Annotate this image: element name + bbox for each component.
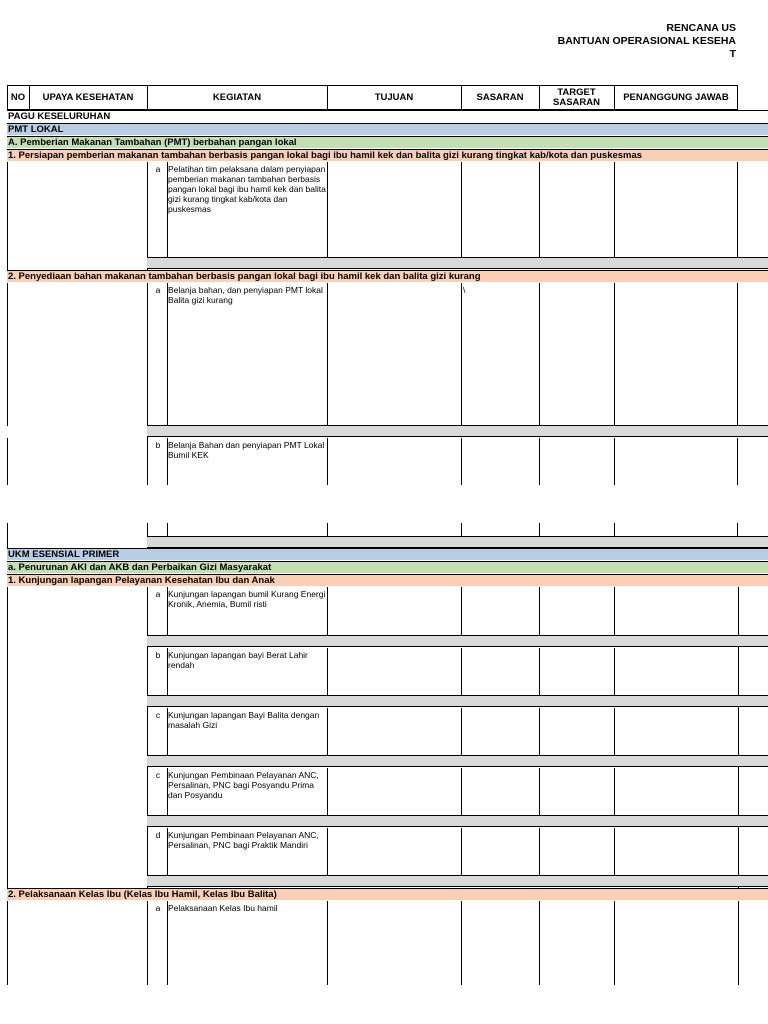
col-header-sasaran: SASARAN	[476, 91, 524, 103]
activity-text: Kunjungan Pembinaan Pelayanan ANC, Persalinan, PNC bagi Posyandu Prima dan Posyandu	[168, 770, 319, 800]
col-header-tujuan: TUJUAN	[374, 91, 414, 103]
section-ukm-1: 1. Kunjungan lapangan Pelayanan Kesehatan Ibu dan Anak	[7, 574, 768, 586]
col-header-upaya: UPAYA KESEHATAN	[42, 91, 134, 103]
col-header-target: TARGET SASARAN	[553, 86, 600, 108]
activity-letter: c	[155, 710, 161, 720]
activity-text: Pelaksanaan Kelas Ibu hamil	[168, 903, 278, 913]
table-row	[7, 523, 738, 537]
activity-letter: a	[155, 903, 161, 913]
activity-letter: a	[155, 589, 161, 599]
table-row	[7, 162, 738, 258]
activity-text: Belanja Bahan dan penyiapan PMT Lokal Bumil KEK	[168, 440, 325, 460]
col-header-no: NO	[10, 91, 26, 103]
section-ukm-2: 2. Pelaksanaan Kelas Ibu (Kelas Ibu Hamil, Kelas Ibu Balita)	[7, 888, 768, 900]
section-ukm-a: a. Penurunan AKI dan AKB dan Perbaikan Gizi Masyarakat	[7, 561, 768, 573]
activity-text: Pelatihan tim pelaksana dalam penyiapan pemberian makanan tambahan berbasis pangan lokal bagi ibu hamil kek dan balita gizi kurang tingkat kab/kota dan puskesmas	[168, 164, 326, 214]
section-pmt-a: A. Pemberian Makanan Tambahan (PMT) berbahan pangan lokal	[7, 136, 768, 148]
subtotal-row	[147, 257, 768, 269]
subtotal-row	[147, 815, 768, 827]
subtotal-row	[147, 635, 768, 647]
subtotal-row	[147, 875, 768, 887]
activity-letter: c	[155, 770, 161, 780]
activity-letter: a	[155, 164, 161, 174]
activity-letter: b	[155, 650, 161, 660]
activity-text: Kunjungan lapangan bumil Kurang Energi Kronik, Anemia, Bumil risti	[168, 589, 326, 609]
col-header-penanggung: PENANGGUNG JAWAB	[623, 91, 729, 103]
activity-letter: a	[155, 285, 161, 295]
table-row	[7, 283, 738, 426]
activity-letter: b	[155, 440, 161, 450]
subtotal-row	[147, 425, 768, 437]
doc-subtitle: BANTUAN OPERASIONAL KESEHA	[557, 35, 736, 47]
doc-title: RENCANA US	[666, 22, 736, 34]
col-header-kegiatan: KEGIATAN	[212, 91, 262, 103]
subtotal-row	[147, 755, 768, 767]
activity-text: Kunjungan lapangan bayi Berat Lahir rendah	[168, 650, 308, 670]
sasaran-mark: \	[463, 285, 466, 295]
activity-text: Kunjungan lapangan Bayi Balita dengan masalah Gizi	[168, 710, 320, 730]
subtotal-row	[147, 695, 768, 707]
activity-text: Kunjungan Pembinaan Pelayanan ANC, Persalinan, PNC bagi Praktik Mandiri	[168, 830, 319, 850]
section-ukm: UKM ESENSIAL PRIMER	[7, 548, 768, 560]
activity-text: Belanja bahan, dan penyiapan PMT lokal Balita gizi kurang	[168, 285, 323, 305]
pagu-row: PAGU KESELURUHAN	[7, 110, 768, 122]
subtotal-row	[147, 536, 768, 548]
doc-subtitle-year: T	[729, 48, 736, 60]
table-row	[7, 438, 738, 485]
section-pmt-1: 1. Persiapan pemberian makanan tambahan berbasis pangan lokal bagi ibu hamil kek dan balita gizi kurang tingkat kab/kota dan puskesmas	[7, 149, 768, 161]
section-pmt-lokal: PMT LOKAL	[7, 123, 768, 135]
section-pmt-2: 2. Penyediaan bahan makanan tambahan berbasis pangan lokal bagi ibu hamil kek dan balita gizi kurang	[7, 270, 768, 282]
activity-letter: d	[155, 830, 161, 840]
